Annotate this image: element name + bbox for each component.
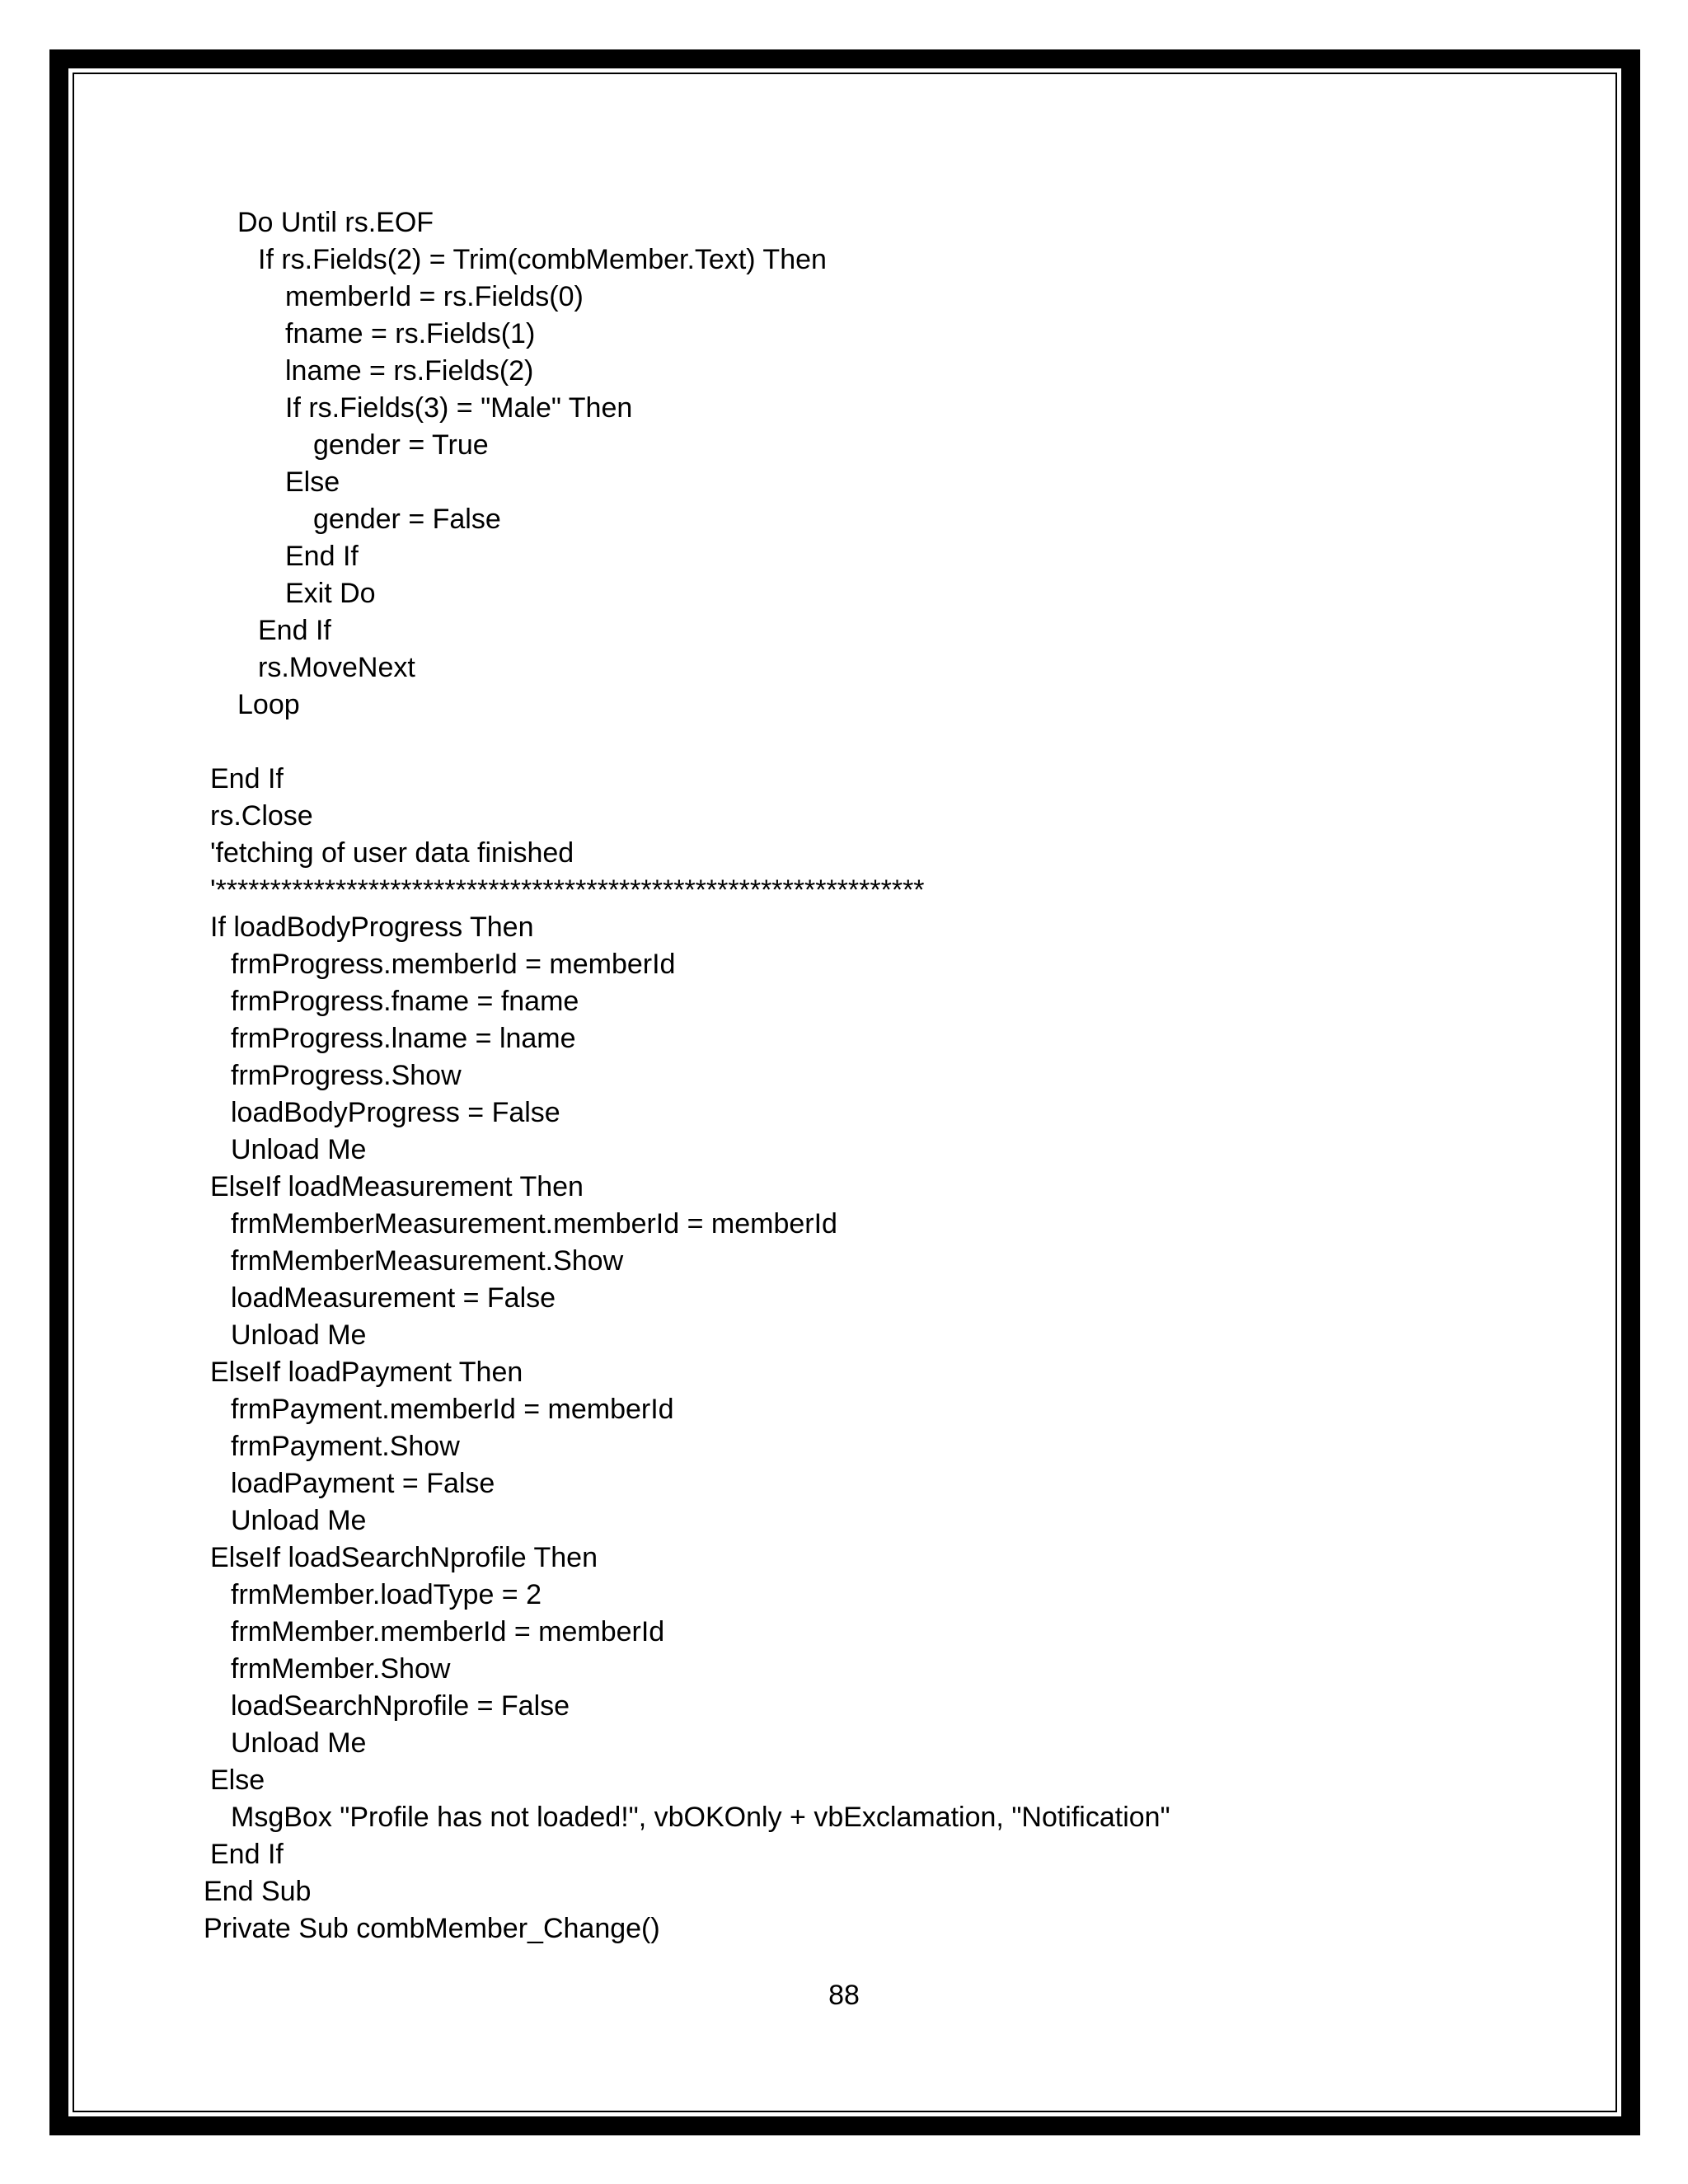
code-line: frmProgress.lname = lname	[231, 1023, 576, 1054]
code-line: fname = rs.Fields(1)	[285, 318, 536, 349]
page-number: 88	[828, 1980, 860, 2011]
code-line: frmMemberMeasurement.Show	[231, 1245, 624, 1277]
code-line: Unload Me	[231, 1319, 367, 1351]
code-line: frmMember.Show	[231, 1653, 451, 1685]
code-line: ElseIf loadSearchNprofile Then	[210, 1542, 598, 1573]
code-line: 'fetching of user data finished	[210, 837, 574, 869]
code-line: '*****************************************************************	[210, 874, 925, 906]
code-line: Else	[285, 466, 340, 498]
code-line: frmMemberMeasurement.memberId = memberId	[231, 1208, 837, 1240]
code-line: End If	[210, 763, 284, 794]
code-line: loadSearchNprofile = False	[231, 1690, 570, 1722]
code-line: Unload Me	[231, 1134, 367, 1165]
code-line: rs.MoveNext	[258, 652, 415, 683]
code-line: loadBodyProgress = False	[231, 1097, 560, 1128]
code-line: loadMeasurement = False	[231, 1282, 556, 1314]
code-line: memberId = rs.Fields(0)	[285, 281, 584, 312]
code-line: ElseIf loadMeasurement Then	[210, 1171, 584, 1202]
code-line: frmPayment.Show	[231, 1431, 460, 1462]
code-line: End If	[258, 615, 331, 646]
code-line: Exit Do	[285, 578, 376, 609]
code-line: If loadBodyProgress Then	[210, 912, 534, 943]
code-line: gender = False	[313, 504, 501, 535]
code-line: If rs.Fields(3) = "Male" Then	[285, 392, 633, 424]
code-line: End If	[210, 1839, 284, 1870]
code-line: loadPayment = False	[231, 1468, 495, 1499]
code-line: Unload Me	[231, 1505, 367, 1536]
code-line: frmProgress.Show	[231, 1060, 462, 1091]
code-line: MsgBox "Profile has not loaded!", vbOKOnly + vbExclamation, "Notification"	[231, 1802, 1170, 1833]
code-line: lname = rs.Fields(2)	[285, 355, 534, 387]
code-line: Unload Me	[231, 1727, 367, 1759]
code-line: frmProgress.memberId = memberId	[231, 949, 676, 980]
code-line: frmMember.loadType = 2	[231, 1579, 542, 1610]
code-line: frmMember.memberId = memberId	[231, 1616, 665, 1647]
code-line: Do Until rs.EOF	[237, 207, 434, 238]
code-line: gender = True	[313, 429, 489, 461]
code-line: Loop	[237, 689, 300, 720]
code-line: rs.Close	[210, 800, 313, 832]
code-line: frmProgress.fname = fname	[231, 986, 579, 1017]
code-line: Else	[210, 1765, 265, 1796]
code-line: If rs.Fields(2) = Trim(combMember.Text) Then	[258, 244, 827, 275]
code-line: ElseIf loadPayment Then	[210, 1357, 523, 1388]
code-line: Private Sub combMember_Change()	[204, 1913, 660, 1944]
code-line: End Sub	[204, 1876, 312, 1907]
code-line: frmPayment.memberId = memberId	[231, 1394, 674, 1425]
code-line: End If	[285, 541, 359, 572]
